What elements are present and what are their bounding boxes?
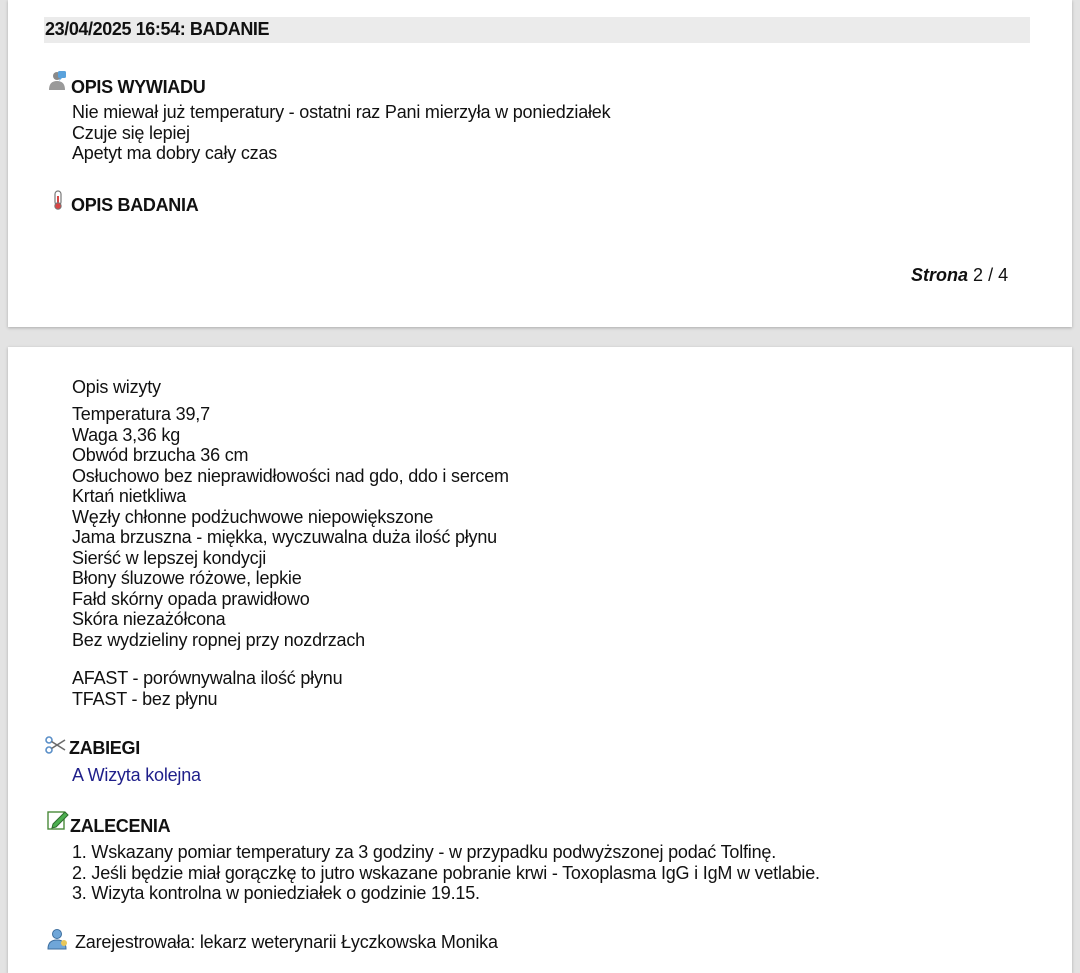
fast-line: AFAST - porównywalna ilość płynu xyxy=(72,668,343,688)
visit-header: 23/04/2025 16:54: BADANIE xyxy=(45,19,270,39)
interview-title: OPIS WYWIADU xyxy=(71,77,206,97)
exam-title: OPIS BADANIA xyxy=(71,195,199,215)
thermometer-icon xyxy=(52,190,64,217)
scissors-icon xyxy=(45,736,67,759)
recommendations-title: ZALECENIA xyxy=(70,816,171,836)
interview-line: Apetyt ma dobry cały czas xyxy=(72,143,278,163)
pencil-notepad-icon xyxy=(47,809,69,836)
document-page-1 xyxy=(8,0,1072,327)
visit-line: Jama brzuszna - miękka, wyczuwalna duża ilość płynu xyxy=(72,527,497,547)
recommendation-item: 1. Wskazany pomiar temperatury za 3 godziny - w przypadku podwyższonej podać Tolfinę. xyxy=(72,842,777,862)
visit-line: Waga 3,36 kg xyxy=(72,424,180,445)
procedure-item[interactable]: A Wizyta kolejna xyxy=(72,765,201,785)
visit-line: Temperatura 39,7 xyxy=(72,404,210,424)
page-number xyxy=(911,265,1008,286)
recommendation-item: 2. Jeśli będzie miał gorączkę to jutro wskazane pobranie krwi - Toxoplasma IgG i IgM w vetlabie. xyxy=(72,862,820,883)
user-icon xyxy=(46,928,70,955)
recommendation-item: 3. Wizyta kontrolna w poniedziałek o godzinie 19.15. xyxy=(72,883,480,903)
interview-line: Nie miewał już temperatury - ostatni raz Pani mierzyła w poniedziałek xyxy=(72,102,611,122)
visit-line: Skóra niezażółcona xyxy=(72,609,226,629)
registered-by: Zarejestrowała: lekarz weterynarii Łyczkowska Monika xyxy=(75,932,498,952)
visit-line: Bez wydzieliny ropnej przy nozdrzach xyxy=(72,629,365,650)
visit-line: Błony śluzowe różowe, lepkie xyxy=(72,568,302,588)
fast-line: TFAST - bez płynu xyxy=(72,688,218,709)
interview-line: Czuje się lepiej xyxy=(72,122,190,143)
interview-icon xyxy=(46,70,68,97)
visit-description-lines xyxy=(72,404,509,650)
procedures-title: ZABIEGI xyxy=(69,738,140,758)
page-current: 2 xyxy=(973,265,984,285)
visit-line: Fałd skórny opada prawidłowo xyxy=(72,588,310,609)
fast-lines xyxy=(72,668,342,709)
document-page-2 xyxy=(8,347,1072,973)
visit-line: Osłuchowo bez nieprawidłowości nad gdo, ddo i sercem xyxy=(72,465,509,486)
visit-line: Sierść w lepszej kondycji xyxy=(72,547,267,568)
page-label: Strona xyxy=(911,265,969,285)
interview-lines xyxy=(72,102,610,164)
visit-description-title: Opis wizyty xyxy=(72,377,161,397)
visit-line: Węzły chłonne podżuchwowe niepowiększone xyxy=(72,506,434,527)
visit-line: Obwód brzucha 36 cm xyxy=(72,445,249,465)
page-total: / 4 xyxy=(988,265,1009,285)
recommendations-list xyxy=(72,842,820,904)
visit-line: Krtań nietkliwa xyxy=(72,486,187,506)
